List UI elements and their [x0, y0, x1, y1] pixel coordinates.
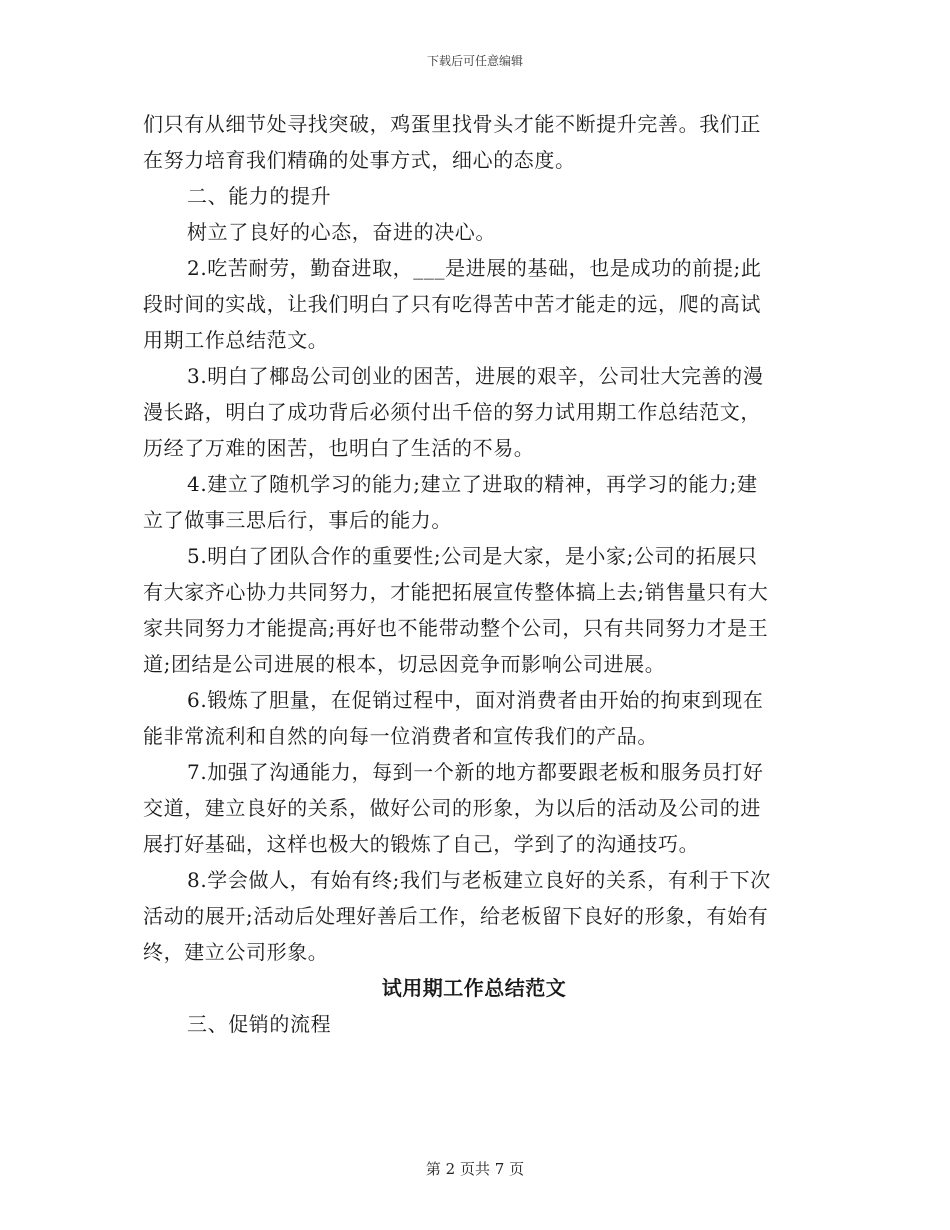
- text-line: 有大家齐心协力共同努力，才能把拓展宣传整体搞上去;销售量只有大: [143, 580, 769, 604]
- text-line: 二、能力的提升: [187, 184, 332, 208]
- page-footer: 第 2 页共 7 页: [425, 1160, 525, 1178]
- page-header: 下载后可任意编辑: [426, 54, 523, 68]
- text-line: 3.明白了椰岛公司创业的困苦，进展的艰辛，公司壮大完善的漫: [187, 364, 764, 388]
- text-line: 活动的展开;活动后处理好善后工作，给老板留下良好的形象，有始有: [143, 904, 769, 928]
- text-line: 树立了良好的心态，奋进的决心。: [187, 220, 496, 244]
- text-line: 们只有从细节处寻找突破，鸡蛋里找骨头才能不断提升完善。我们正: [143, 112, 761, 136]
- text-line: 段时间的实战，让我们明白了只有吃得苦中苦才能走的远，爬的高试: [143, 292, 761, 316]
- text-line: 4.建立了随机学习的能力;建立了进取的精神，再学习的能力;建: [187, 472, 758, 496]
- text-line: 道;团结是公司进展的根本，切忌因竞争而影响公司进展。: [143, 652, 666, 676]
- text-line: 用期工作总结范文。: [143, 328, 329, 352]
- text-line: 家共同努力才能提高;再好也不能带动整个公司，只有共同努力才是王: [143, 616, 769, 640]
- text-line: 三、促销的流程: [187, 1012, 332, 1036]
- text-line: 7.加强了沟通能力，每到一个新的地方都要跟老板和服务员打好: [187, 760, 764, 784]
- text-line: 交道，建立良好的关系，做好公司的形象，为以后的活动及公司的进: [143, 796, 761, 820]
- text-line: 展打好基础，这样也极大的锻炼了自己，学到了的沟通技巧。: [143, 832, 700, 856]
- section-heading: 试用期工作总结范文: [381, 976, 567, 1000]
- text-line: 终，建立公司形象。: [143, 940, 329, 964]
- text-line: 历经了万难的困苦，也明白了生活的不易。: [143, 436, 535, 460]
- text-line: 漫长路，明白了成功背后必须付出千倍的努力试用期工作总结范文，: [143, 400, 761, 424]
- text-line: 能非常流利和自然的向每一位消费者和宣传我们的产品。: [143, 724, 658, 748]
- text-line: 立了做事三思后行，事后的能力。: [143, 508, 452, 532]
- text-line: 在努力培育我们精确的处事方式，细心的态度。: [143, 148, 576, 172]
- text-line: 6.锻炼了胆量，在促销过程中，面对消费者由开始的拘束到现在: [187, 688, 764, 712]
- text-line: 8.学会做人，有始有终;我们与老板建立良好的关系，有利于下次: [187, 868, 771, 892]
- document-body: [143, 106, 805, 1042]
- text-line: 2.吃苦耐劳，勤奋进取，___是进展的基础，也是成功的前提;此: [187, 256, 762, 280]
- text-line: 5.明白了团队合作的重要性;公司是大家，是小家;公司的拓展只: [187, 544, 758, 568]
